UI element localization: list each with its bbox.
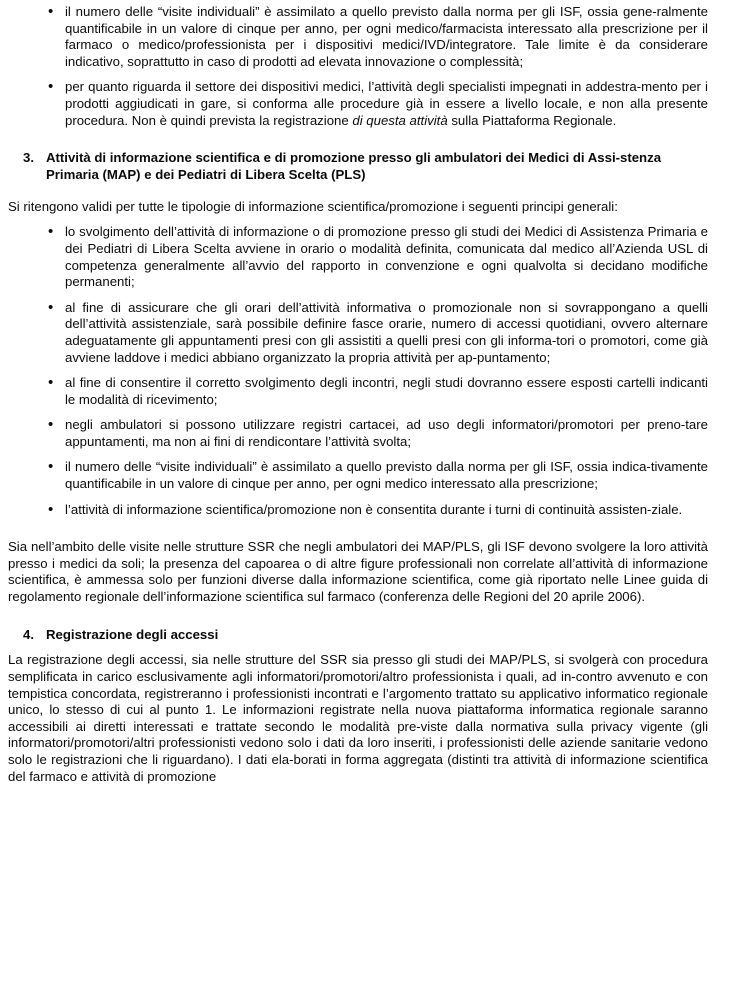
section3-intro-paragraph: Si ritengono validi per tutte le tipologie di informazione scientifica/promozione i seguenti principi generali: [8, 198, 618, 214]
list-item-text: l’attività di informazione scientifica/promozione non è consentita durante i turni di continuità assisten-ziale. [65, 501, 683, 517]
list-item-text-tail: sulla Piattaforma Regionale. [447, 112, 617, 128]
list-item-text: al fine di assicurare che gli orari dell’attività informativa o promozionale non si sovrappongano a quelli dell’attività assistenziale, sarà possibile definire fasce orarie, numero di accessi quotidiani, ovvero alternare adeguatamente gli appuntamenti presi con gli assistiti a quelli presi con gli informa-tori o promotori, come già avviene laddove i medici abbiano organizzato la propria attività per ap-puntamento; [65, 299, 708, 365]
section-number: 4. [23, 626, 34, 642]
section-heading-4 [8, 627, 708, 644]
paragraph-after-list: Sia nell’ambito delle visite nelle strutture SSR che negli ambulatori dei MAP/PLS, gli ISF devono svolgere la loro attività presso i medici da soli; la presenza del capoarea o di altre figure professionali non correlate all’attività di informazione scientifica, è ammessa solo per funzioni diverse dalla informazione scientifica, come già riportato nelle Linee guida di regolamento regionale dell’informazione scientifica sul farmaco (conferenza delle Regioni del 20 aprile 2006). [8, 539, 708, 605]
section-number: 3. [23, 150, 34, 166]
spacer [8, 215, 708, 224]
section4-paragraph: La registrazione degli accessi, sia nelle strutture del SSR sia presso gli studi dei MAP/PLS, si svolgerà con procedura semplificata in carico esclusivamente agli informatori/promotori/altro professionista i quali, ad in-contro avvenuto e con tempistica concordata, registreranno i professionisti incontrati e l’argomento trattato su applicativo informatico regionale unico, lo stesso di cui al punto 1. Le informazioni registrate nella nuova piattaforma informatica regionale saranno accessibili ai diretti interessati e trattate secondo le modalità pre-viste dalla normativa sulla privacy vigente (gli informatori/promotori/altri professionisti vedono solo i dati da loro inseriti, i professionisti delle aziende sanitarie vedono solo le registrazioni che li riguardano). I dati ela-borati in forma aggregata (distinti tra attività di informazione scientifica del farmaco e attività di promozione [8, 652, 708, 784]
list-item-text: il numero delle “visite individuali” è assimilato a quello previsto dalla norma per gli ISF, ossia indica-tivamente quantificabile in un valore di cinque per anno, per ogni medico interessato alla prescrizione; [65, 459, 708, 492]
list-item-text: negli ambulatori si possono utilizzare registri cartacei, ad uso degli informatori/promotori per preno-tare appuntamenti, ma non ai fini di rendicontare l’attività svolta; [65, 417, 708, 449]
section-title: Registrazione degli accessi [46, 626, 219, 642]
list-item [8, 224, 708, 290]
list-item [8, 375, 708, 408]
section-heading-3 [8, 150, 708, 184]
list-item-text: lo svolgimento dell’attività di informazione o di promozione presso gli studi dei Medici di Assistenza Primaria e dei Pediatri di Libera Scelta avviene in orario o modalità definita, comunicata dal medico all’Azienda USL di competenza generalmente all’avvio del rapporto in convenzione e ogni qualvolta si decidano modifiche permanenti; [65, 224, 708, 290]
list-item [8, 300, 708, 366]
list-item [8, 417, 708, 450]
spacer [8, 518, 708, 539]
list-item [8, 502, 708, 519]
list-item-text: per quanto riguarda il settore dei dispositivi medici, l’attività degli specialisti impegnati in addestra-mento per i prodotti aggiudicati in gare, si conforma alle procedure già in essere a livello locale, e non alla presente procedura. Non è quindi prevista la registrazione [65, 79, 708, 128]
spacer [8, 643, 708, 652]
top-bullet-list [8, 4, 708, 129]
list-item-text: il numero delle “visite individuali” è assimilato a quello previsto dalla norma per gli ISF, ossia gene-ralmente quantificabile in un valore di cinque per anno, per ogni medico/farmacista interessato alla prescrizione per il farmaco o medico/professionista per i dispositivi medici/IVD/integratore. Tale limite è da considerare indicativo, soprattutto in caso di prodotti ad elevata innovazione o complessità; [65, 4, 708, 69]
document-body [8, 4, 708, 785]
spacer [8, 606, 708, 627]
list-item [8, 459, 708, 492]
spacer [8, 129, 708, 150]
list-item-text: al fine di consentire il corretto svolgimento degli incontri, negli studi dovranno essere esposti cartelli indicanti le modalità di ricevimento; [65, 375, 708, 407]
section3-bullet-list [8, 224, 708, 518]
list-item-emphasis: di questa attività [352, 112, 448, 128]
spacer [8, 184, 708, 199]
section-title: Attività di informazione scientifica e di promozione presso gli ambulatori dei Medici di Assi-stenza Primaria (MAP) e dei Pediatri di Libera Scelta (PLS) [46, 150, 662, 182]
list-item [8, 4, 708, 70]
list-item [8, 79, 708, 129]
